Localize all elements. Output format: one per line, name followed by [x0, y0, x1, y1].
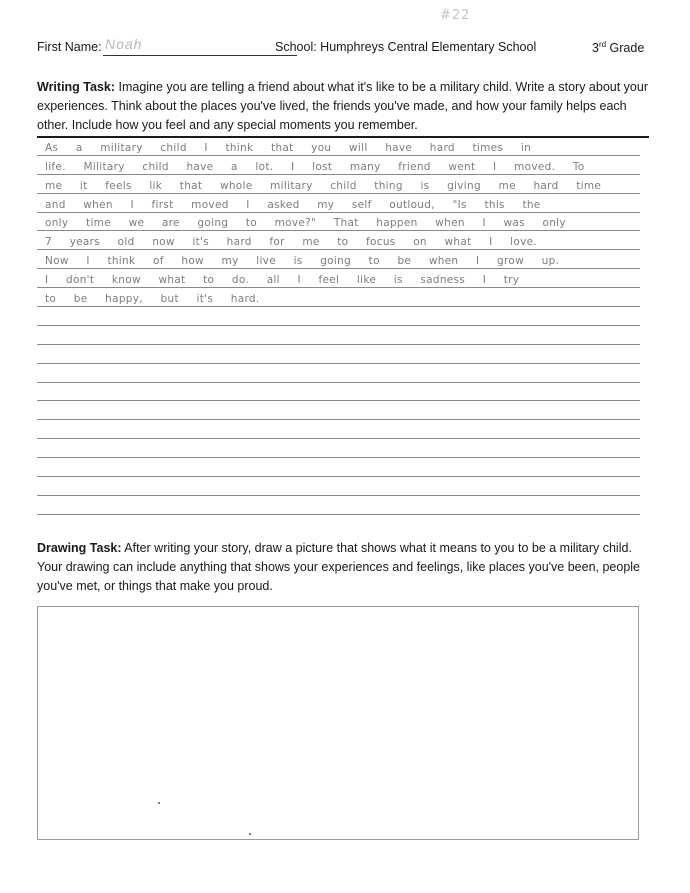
writing-line[interactable] [37, 231, 640, 250]
writing-line[interactable] [37, 307, 640, 326]
writing-line[interactable] [37, 401, 640, 420]
first-name-line [103, 55, 297, 56]
writing-line[interactable] [37, 250, 640, 269]
writing-lines[interactable] [37, 137, 640, 515]
writing-line[interactable] [37, 420, 640, 439]
handwritten-text: I don't know what to do. all I feel like is sadness I try [45, 274, 520, 287]
school-name: School: Humphreys Central Elementary School [275, 40, 537, 54]
handwritten-text: to be happy, but it's hard. [45, 293, 260, 306]
writing-line[interactable] [37, 458, 640, 477]
handwritten-text: life. Military child have a lot. I lost many friend went I moved. To [45, 160, 585, 173]
grade-number: 3 [592, 41, 599, 56]
writing-task-text: Imagine you are telling a friend about what it's like to be a military child. Write a story about your experiences. Think about the places you've lived, the friends you've made, and how your family helps each other. Include how you feel and any special moments you remember. [37, 80, 648, 132]
grade-suffix: rd [598, 40, 607, 49]
drawing-task-prompt [37, 539, 649, 596]
handwritten-text: 7 years old now it's hard for me to focus on what I love. [45, 236, 538, 249]
writing-line[interactable] [37, 156, 640, 175]
writing-line[interactable] [37, 326, 640, 345]
writing-task-label: Writing Task: [37, 80, 116, 94]
writing-line[interactable] [37, 496, 640, 515]
handwritten-text: As a military child I think that you will have hard times in [45, 141, 532, 154]
grade-word: Grade [606, 41, 645, 56]
handwritten-text: Now I think of how my live is going to be when I grow up. [45, 255, 560, 268]
writing-line[interactable] [37, 194, 640, 213]
handwritten-text: and when I first moved I asked my self outloud, "Is this the [45, 198, 541, 211]
writing-line[interactable] [37, 477, 640, 496]
writing-line[interactable] [37, 137, 640, 156]
writing-line[interactable] [37, 364, 640, 383]
writing-line[interactable] [37, 383, 640, 402]
drawing-box[interactable] [37, 606, 639, 840]
pencil-mark [249, 833, 251, 835]
writing-line[interactable] [37, 288, 640, 307]
first-name-label: First Name: [37, 40, 102, 54]
handwritten-text: only time we are going to move?" That happen when I was only [45, 217, 566, 230]
header [37, 36, 649, 60]
grade-label [592, 40, 644, 55]
writing-line[interactable] [37, 175, 640, 194]
first-name-value[interactable]: Noah [105, 36, 143, 52]
page-number: #22 [440, 8, 471, 23]
writing-task-prompt [37, 78, 649, 135]
writing-line[interactable] [37, 439, 640, 458]
drawing-task-text: After writing your story, draw a picture that shows what it means to you to be a military child. Your drawing can include anything that shows your experiences and feelings, like places you've been, people you've met, or things that make you proud. [37, 541, 641, 593]
drawing-task-label: Drawing Task: [37, 541, 122, 555]
writing-line[interactable] [37, 269, 640, 288]
writing-line[interactable] [37, 213, 640, 232]
handwritten-text: me it feels lik that whole military child thing is giving me hard time [45, 179, 602, 192]
pencil-mark [158, 802, 160, 804]
writing-line[interactable] [37, 345, 640, 364]
